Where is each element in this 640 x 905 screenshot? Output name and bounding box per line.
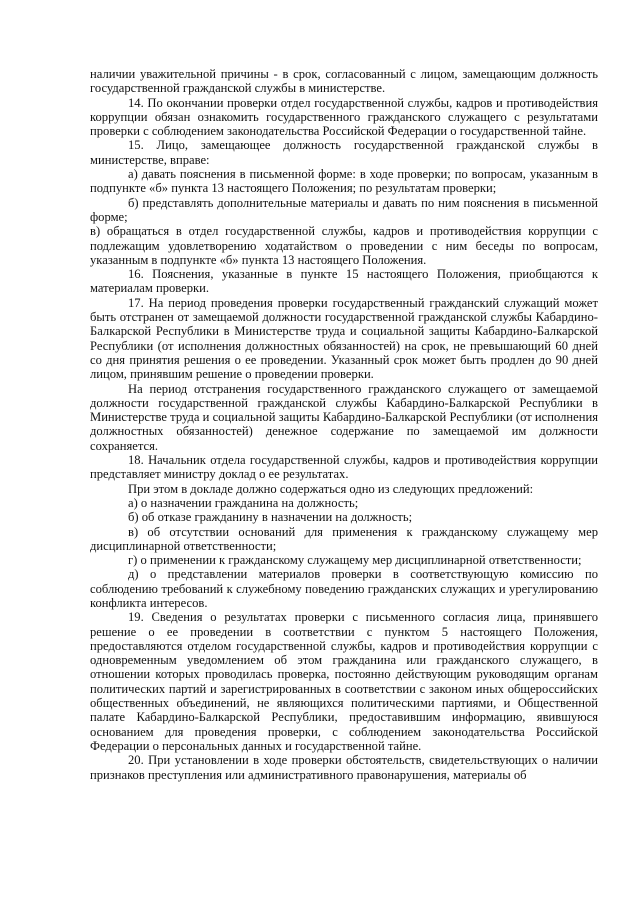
paragraph: г) о применении к гражданскому служащему мер дисциплинарной ответственности; [128,553,582,568]
paragraph: в) об отсутствии оснований для применения к гражданскому служащему мер дисциплинарной ответственности; [90,524,598,553]
paragraph: д) о представлении материалов проверки в соответствующую комиссию по соблюдению требований к служебному поведению гражданских служащих и урегулированию конфликта интересов. [90,567,598,610]
paragraph: б) представлять дополнительные материалы и давать по ним пояснения в письменной форме; [90,195,598,224]
paragraph: б) об отказе гражданину в назначении на должность; [128,510,413,525]
paragraph: 16. Пояснения, указанные в пункте 15 настоящего Положения, приобщаются к материалам проверки. [90,267,598,296]
paragraph: 15. Лицо, замещающее должность государственной гражданской службы в министерстве, вправе: [90,138,598,167]
paragraph: 14. По окончании проверки отдел государственной службы, кадров и противодействия коррупции обязан ознакомить государственного гражданского служащего с результатами проверки с соблюдением законодательства Российской Федерации о государственной тайне. [90,95,598,139]
paragraph: При этом в докладе должно содержаться одно из следующих предложений: [128,481,534,496]
paragraph: На период отстранения государственного гражданского служащего от замещаемой должности государственной гражданской службы Кабардино-Балкарской Республики в Министерстве труда и социальной защиты Кабардино-Балкарской Республики (от исполнения должностных обязанностей) денежное содержание по замещаемой им должности сохраняется. [90,381,598,453]
paragraph: 18. Начальник отдела государственной службы, кадров и противодействия коррупции представляет министру доклад о ее результатах. [90,453,598,482]
paragraph: 20. При установлении в ходе проверки обстоятельств, свидетельствующих о наличии признаков преступления или административного правонарушения, материалы об [90,753,598,782]
paragraph: наличии уважительной причины - в срок, согласованный с лицом, замещающим должность государственной гражданской службы в министерстве. [90,67,598,96]
paragraph: 17. На период проведения проверки государственный гражданский служащий может быть отстранен от замещаемой должности государственной гражданской службы Кабардино-Балкарской Республики в Министерстве труда и социальной защиты Кабардино-Балкарской Республики (от исполнения должностных обязанностей) на срок, не превышающий 60 дней со дня принятия решения о ее проведении. Указанный срок может быть продлен до 90 дней лицом, принявшим решение о проведении проверки. [90,295,598,382]
paragraph: в) обращаться в отдел государственной службы, кадров и противодействия коррупции с подлежащим удовлетворению ходатайством о проведении с ним беседы по вопросам, указанным в подпункте «б» пункта 13 настоящего Положения. [90,224,598,267]
paragraph: а) о назначении гражданина на должность; [128,495,359,510]
paragraph: а) давать пояснения в письменной форме: в ходе проверки; по вопросам, указанным в подпункте «б» пункта 13 настоящего Положения; по результатам проверки; [90,167,598,196]
paragraph: 19. Сведения о результатах проверки с письменного согласия лица, принявшего решение о ее проведении в соответствии с пунктом 5 настоящего Положения, предоставляются отделом государственной службы, кадров и противодействия коррупции с одновременным уведомлением об этом гражданина или гражданского служащего, в отношении которых проводилась проверка, постоянно действующим руководящим органам политических партий и зарегистрированных в соответствии с законом иных общероссийских общественных объединений, не являющихся политическими партиями, и Общественной палате Кабардино-Балкарской Республики, предоставившим информацию, явившуюся основанием для проведения проверки, с соблюдением законодательства Российской Федерации о персональных данных и государственной тайне. [90,610,598,753]
